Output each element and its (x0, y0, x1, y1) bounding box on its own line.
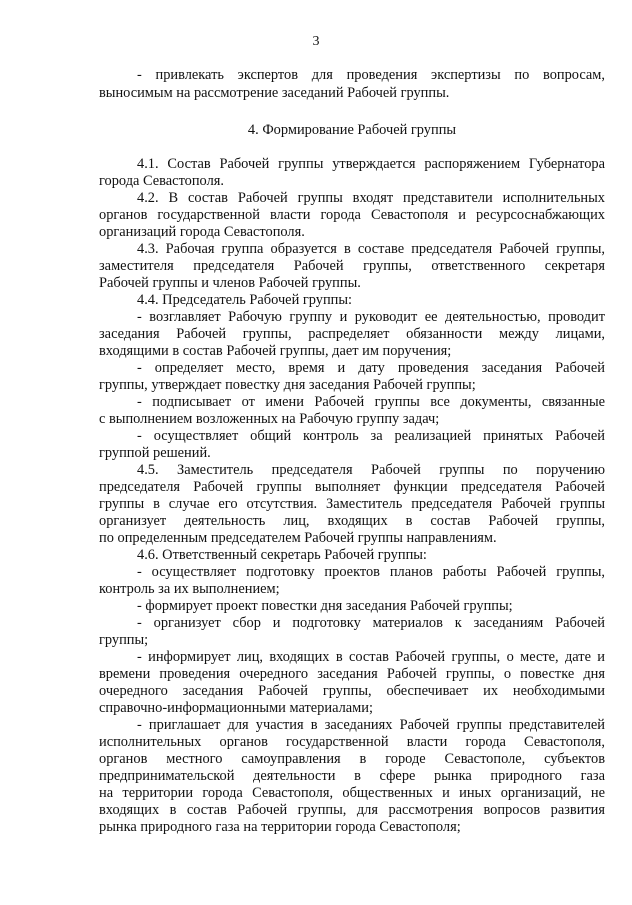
text-line: - осуществляет общий контроль за реализацией принятых Рабочей (137, 428, 605, 444)
text-line: - организует сбор и подготовку материалов к заседаниям Рабочей (137, 615, 605, 631)
text-line: - возглавляет Рабочую группу и руководит ее деятельностью, проводит (137, 309, 605, 325)
text-line: группой решений. (99, 445, 211, 461)
text-line: - осуществляет подготовку проектов планов работы Рабочей группы, (137, 564, 605, 580)
text-line: по определенным председателем Рабочей группы направлениям. (99, 530, 497, 546)
text-line: исполнительных органов государственной власти города Севастополя, (99, 734, 605, 750)
text-line: заместителя председателя Рабочей группы, ответственного секретаря (99, 258, 605, 274)
text-line: организует деятельность лиц, входящих в состав Рабочей группы, (99, 513, 605, 529)
text-line: рынка природного газа на территории города Севастополя; (99, 819, 461, 835)
text-line: 4.4. Председатель Рабочей группы: (137, 292, 353, 308)
text-line: очередного заседания Рабочей группы, обеспечивает их необходимыми (99, 683, 605, 699)
text-line: входящими в состав Рабочей группы, дает им поручения; (99, 343, 452, 359)
text-line: 4.3. Рабочая группа образуется в составе председателя Рабочей группы, (137, 241, 605, 257)
text-line: 4.2. В состав Рабочей группы входят представители исполнительных (137, 190, 605, 206)
text-line: - приглашает для участия в заседаниях Рабочей группы представителей (137, 717, 605, 733)
text-line: входящих в состав Рабочей группы, для рассмотрения вопросов развития (99, 802, 605, 818)
text-line: органов государственной власти города Севастополя и ресурсоснабжающих (99, 207, 605, 223)
text-line: 4.5. Заместитель председателя Рабочей группы по поручению (137, 462, 605, 478)
text-line: - привлекать экспертов для проведения экспертизы по вопросам, (137, 67, 605, 83)
text-line: - информирует лиц, входящих в состав Рабочей группы, о месте, дате и (137, 649, 605, 665)
text-line: группы, утверждает повестку дня заседания Рабочей группы; (99, 377, 476, 393)
text-line: Рабочей группы и членов Рабочей группы. (99, 275, 361, 291)
text-line: на территории города Севастополя, общественных и иных организаций, не (99, 785, 605, 801)
text-line: - определяет место, время и дату проведения заседания Рабочей (137, 360, 605, 376)
text-line: справочно-информационными материалами; (99, 700, 373, 716)
text-line: организаций города Севастополя. (99, 224, 305, 240)
text-line: председателя Рабочей группы выполняет функции председателя Рабочей (99, 479, 605, 495)
text-line: времени проведения очередного заседания Рабочей группы, о повестке дня (99, 666, 605, 682)
section-heading: 4. Формирование Рабочей группы (247, 122, 457, 138)
text-line: - формирует проект повестки дня заседания Рабочей группы; (137, 598, 513, 614)
text-line: контроль за их выполнением; (99, 581, 280, 597)
text-line: 4.1. Состав Рабочей группы утверждается распоряжением Губернатора (137, 156, 605, 172)
text-line: - подписывает от имени Рабочей группы все документы, связанные (137, 394, 605, 410)
text-line: 4.6. Ответственный секретарь Рабочей группы: (137, 547, 427, 563)
text-line: предпринимательской деятельности в сфере рынка природного газа (99, 768, 605, 784)
text-line: с выполнением возложенных на Рабочую группу задач; (99, 411, 440, 427)
text-line: заседания Рабочей группы, распределяет обязанности между лицами, (99, 326, 605, 342)
text-line: города Севастополя. (99, 173, 224, 189)
text-line: органов местного самоуправления в городе Севастополе, субъектов (99, 751, 605, 767)
text-line: выносимым на рассмотрение заседаний Рабочей группы. (99, 85, 450, 101)
text-line: группы; (99, 632, 149, 648)
text-line: группы в случае его отсутствия. Заместитель председателя Рабочей группы (99, 496, 605, 512)
page-number: 3 (312, 34, 320, 49)
